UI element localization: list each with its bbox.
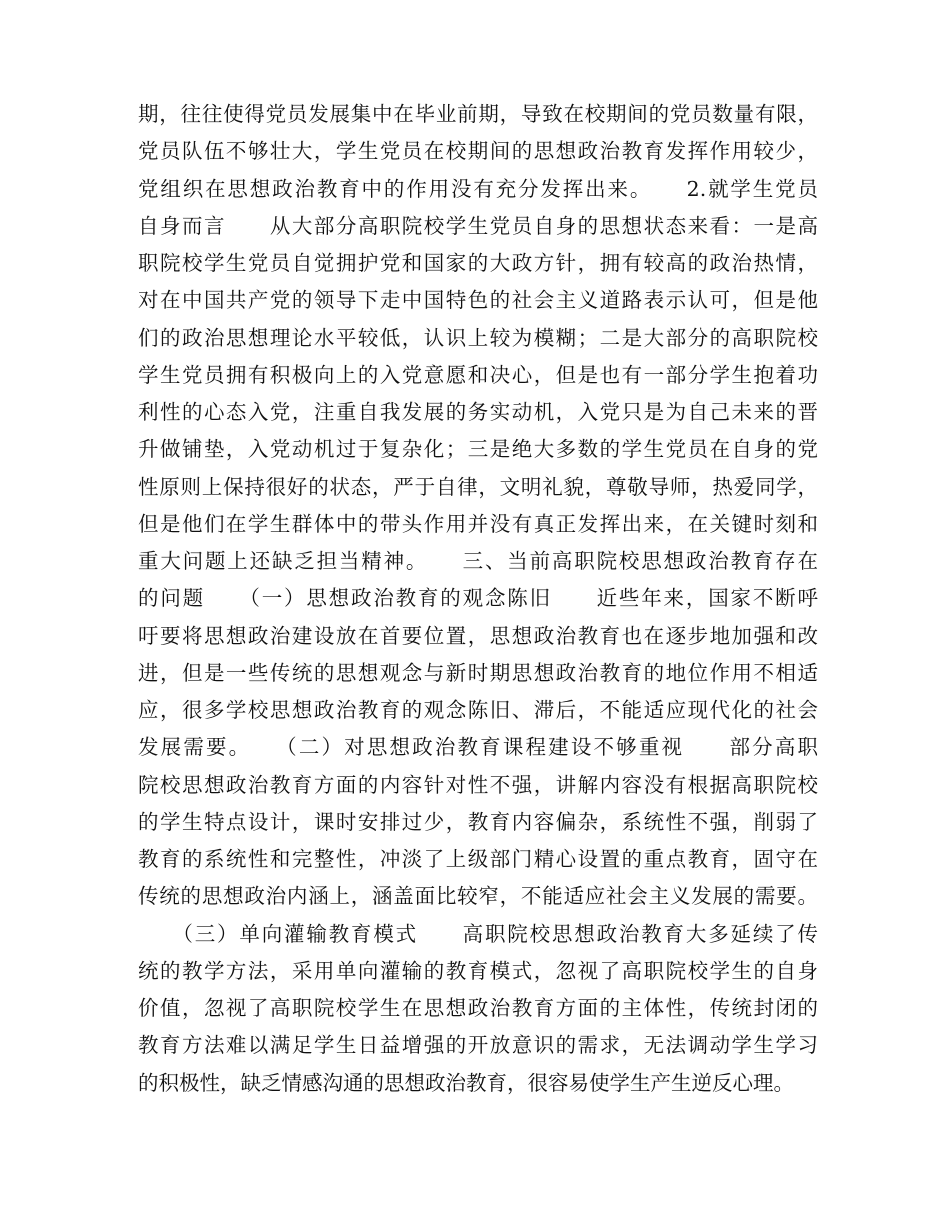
text-line: 吁要将思想政治建设放在首要位置，思想政治教育也在逐步地加强和改 — [138, 623, 818, 648]
text-line: 的问题 （一）思想政治教育的观念陈旧 近些年来，国家不断呼 — [138, 586, 818, 611]
text-line: 但是他们在学生群体中的带头作用并没有真正发挥出来，在关键时刻和 — [138, 511, 818, 536]
text-line: 进，但是一些传统的思想观念与新时期思想政治教育的地位作用不相适 — [138, 660, 818, 685]
text-line: 的积极性，缺乏情感沟通的思想政治教育，很容易使学生产生逆反心理。 — [138, 1070, 794, 1095]
text-line: 性原则上保持很好的状态，严于自律，文明礼貌，尊敬导师，热爱同学， — [138, 474, 818, 499]
text-line: 应，很多学校思想政治教育的观念陈旧、滞后，不能适应现代化的社会 — [138, 698, 818, 722]
text-line: 重大问题上还缺乏担当精神。 三、当前高职院校思想政治教育存在 — [138, 549, 818, 573]
text-line: 传统的思想政治内涵上，涵盖面比较窄，不能适应社会主义发展的需要。 — [138, 884, 818, 909]
text-line: 教育的系统性和完整性，冲淡了上级部门精心设置的重点教育，固守在 — [138, 847, 818, 871]
text-line: 发展需要。 （二）对思想政治教育课程建设不够重视 部分高职 — [138, 735, 818, 760]
text-line: 院校思想政治教育方面的内容针对性不强，讲解内容没有根据高职院校 — [138, 772, 818, 797]
text-line: 党员队伍不够壮大，学生党员在校期间的思想政治教育发挥作用较少， — [138, 139, 818, 164]
text-line: 职院校学生党员自觉拥护党和国家的大政方针，拥有较高的政治热情， — [138, 251, 818, 275]
text-line: 党组织在思想政治教育中的作用没有充分发挥出来。 2.就学生党员 — [138, 176, 818, 201]
text-line: 对在中国共产党的领导下走中国特色的社会主义道路表示认可，但是他 — [138, 288, 818, 313]
body-text — [138, 96, 818, 1102]
text-line: 学生党员拥有积极向上的入党意愿和决心，但是也有一部分学生抱着功 — [138, 362, 818, 387]
text-line: 自身而言 从大部分高职院校学生党员自身的思想状态来看：一是高 — [138, 213, 818, 238]
text-line: 统的教学方法，采用单向灌输的教育模式，忽视了高职院校学生的自身 — [138, 958, 818, 983]
text-line: 们的政治思想理论水平较低，认识上较为模糊；二是大部分的高职院校 — [138, 325, 818, 350]
text-line: （三）单向灌输教育模式 高职院校思想政治教育大多延续了传 — [138, 921, 818, 946]
text-line: 期，往往使得党员发展集中在毕业前期，导致在校期间的党员数量有限， — [138, 102, 818, 126]
text-line: 利性的心态入党，注重自我发展的务实动机，入党只是为自己未来的晋 — [138, 400, 818, 424]
text-line: 的学生特点设计，课时安排过少，教育内容偏杂，系统性不强，削弱了 — [138, 809, 818, 834]
text-line: 价值，忽视了高职院校学生在思想政治教育方面的主体性，传统封闭的 — [138, 996, 818, 1020]
text-line: 升做铺垫，入党动机过于复杂化；三是绝大多数的学生党员在自身的党 — [138, 437, 818, 462]
text-line: 教育方法难以满足学生日益增强的开放意识的需求，无法调动学生学习 — [138, 1033, 818, 1058]
